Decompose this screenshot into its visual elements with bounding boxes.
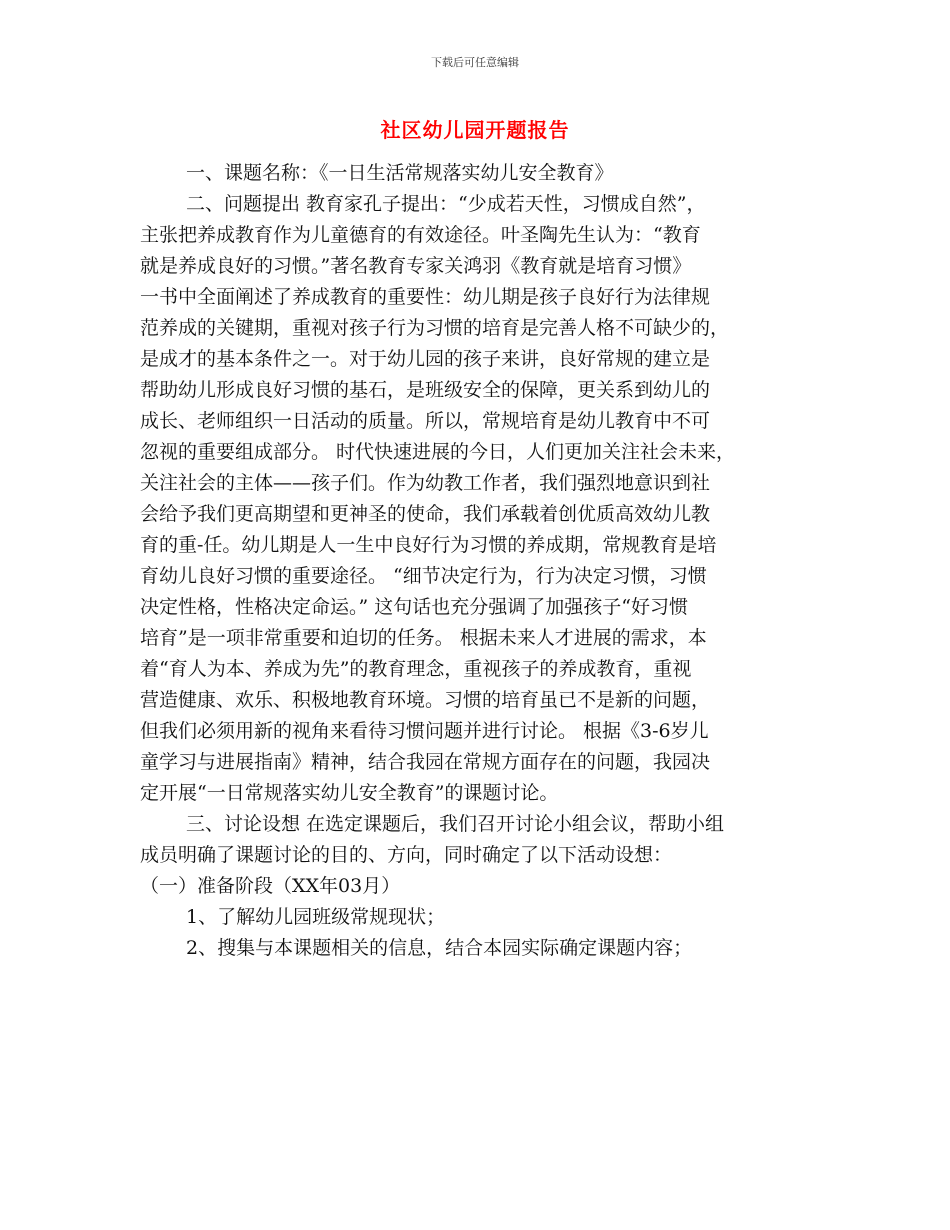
text-line: 1、了解幼儿园班级常规现状； (186, 906, 446, 928)
text-line: 是成才的基本条件之一。对于幼儿园的孩子来讲，良好常规的建立是 (140, 348, 711, 370)
text-line: （一）准备阶段（XX年03月） (140, 875, 401, 897)
text-line: 就是养成良好的习惯。”著名教育专家关鸿羽《教育就是培育习惯》 (140, 255, 692, 277)
document-body (140, 158, 820, 964)
text-line: 童学习与进展指南》精神，结合我园在常规方面存在的问题，我园决 (140, 751, 711, 773)
text-line: 成员明确了课题讨论的目的、方向，同时确定了以下活动设想： (140, 844, 673, 866)
text-line: 培育”是一项非常重要和迫切的任务。 根据未来人才进展的需求，本 (140, 627, 707, 649)
text-line: 忽视的重要组成部分。 时代快速进展的今日，人们更加关注社会未来， (140, 441, 736, 463)
text-line: 会给予我们更高期望和更神圣的使命，我们承载着创优质高效幼儿教 (140, 503, 711, 525)
text-line: 成长、老师组织一日活动的质量。所以，常规培育是幼儿教育中不可 (140, 410, 711, 432)
text-line: 二、问题提出 教育家孔子提出：“少成若天性，习惯成自然”， (186, 193, 706, 215)
text-line: 定开展“一日常规落实幼儿安全教育”的课题讨论。 (140, 782, 559, 804)
text-line: 一书中全面阐述了养成教育的重要性：幼儿期是孩子良好行为法律规 (140, 286, 711, 308)
text-line: 关注社会的主体——孩子们。作为幼教工作者，我们强烈地意识到社 (140, 472, 711, 494)
text-line: 决定性格，性格决定命运。” 这句话也充分强调了加强孩子“好习惯 (140, 596, 688, 618)
text-line: 育的重-任。幼儿期是人一生中良好行为习惯的养成期，常规教育是培 (140, 534, 717, 556)
document-title: 社区幼儿园开题报告 (380, 118, 570, 142)
text-line: 一、课题名称：《一日生活常规落实幼儿安全教育》 (186, 162, 614, 184)
text-line: 帮助幼儿形成良好习惯的基石，是班级安全的保障，更关系到幼儿的 (140, 379, 711, 401)
header-note: 下载后可任意编辑 (431, 56, 519, 69)
text-line: 范养成的关键期，重视对孩子行为习惯的培育是完善人格不可缺少的， (140, 317, 730, 339)
text-line: 但我们必须用新的视角来看待习惯问题并进行讨论。 根据《3-6岁儿 (140, 720, 709, 742)
text-line: 主张把养成教育作为儿童德育的有效途径。叶圣陶先生认为：“教育 (140, 224, 701, 246)
text-line: 育幼儿良好习惯的重要途径。 “细节决定行为，行为决定习惯，习惯 (140, 565, 707, 587)
text-line: 营造健康、欢乐、积极地教育环境。习惯的培育虽已不是新的问题， (140, 689, 711, 711)
text-line: 着“育人为本、养成为先”的教育理念，重视孩子的养成教育，重视 (140, 658, 692, 680)
text-line: 三、讨论设想 在选定课题后，我们召开讨论小组会议，帮助小组 (186, 813, 725, 835)
text-line: 2、搜集与本课题相关的信息，结合本园实际确定课题内容； (186, 937, 693, 959)
